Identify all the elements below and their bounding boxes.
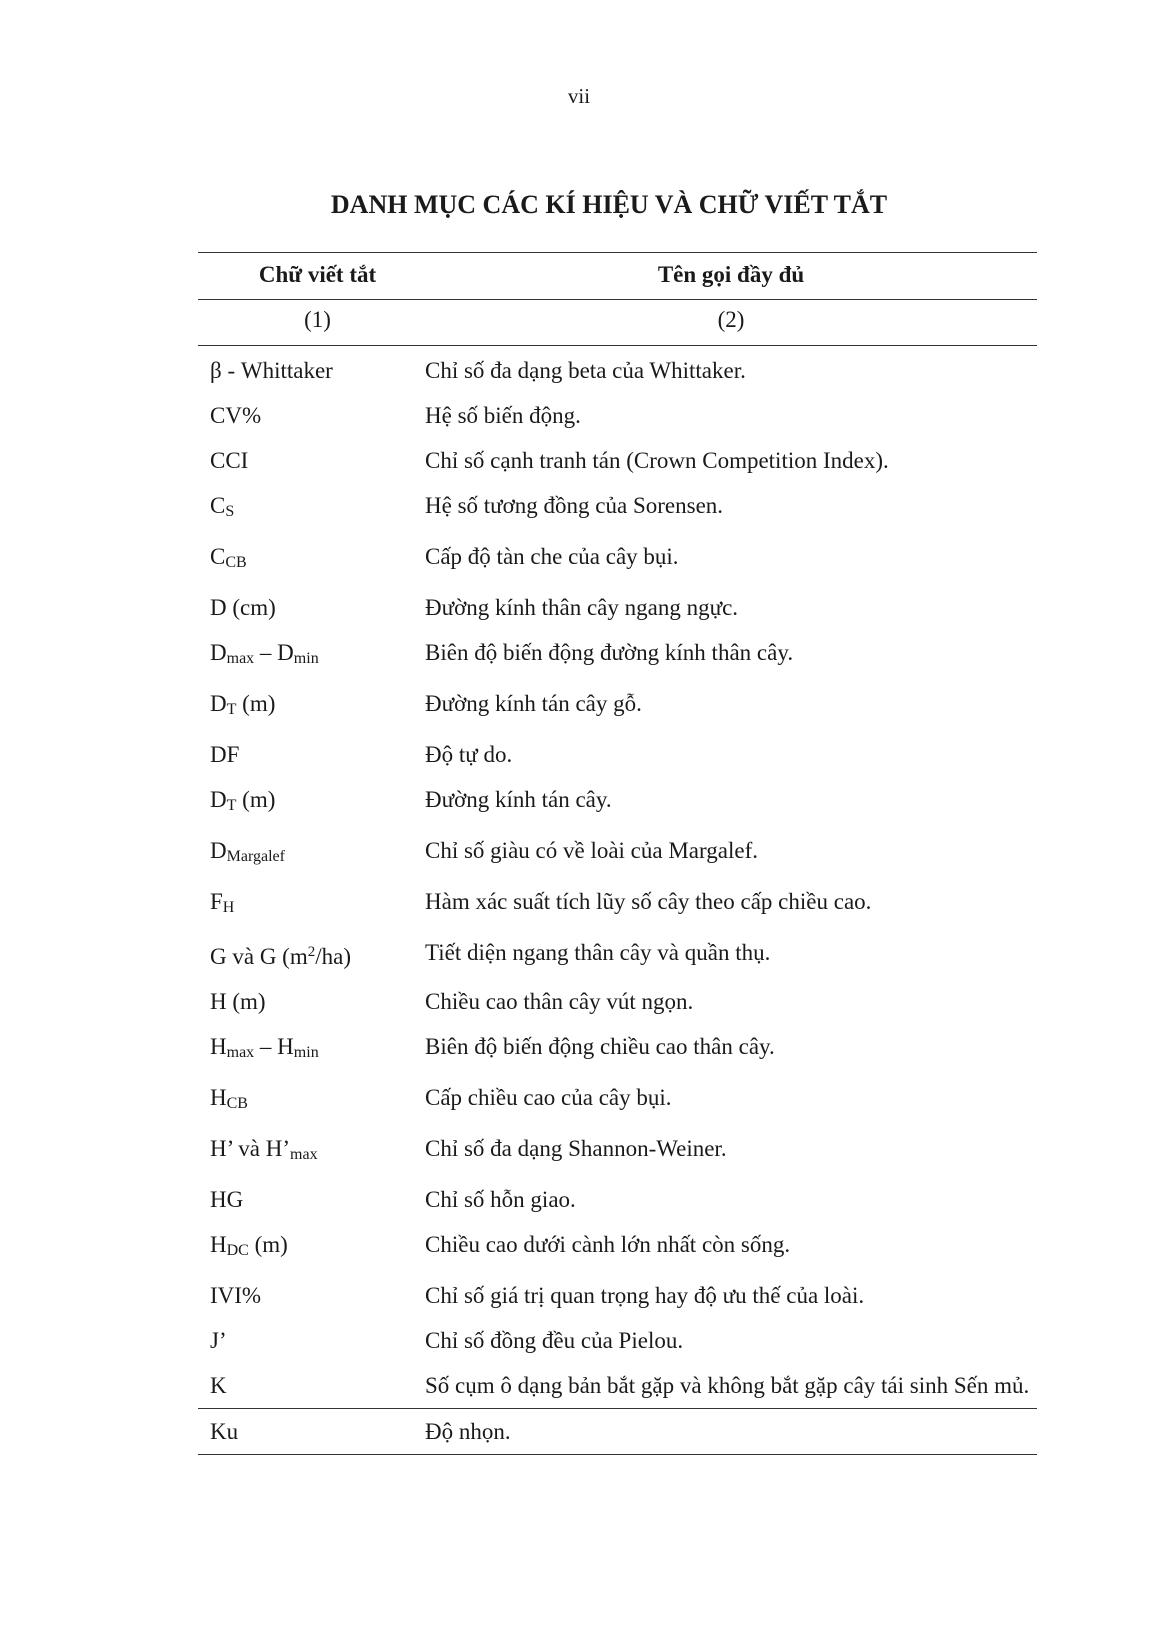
- table-row: [198, 1409, 1037, 1455]
- abbreviation-subscript: H: [222, 899, 235, 916]
- abbreviation-cell: DF: [210, 742, 240, 767]
- full-name-cell: Biên độ biến động chiều cao thân cây.: [425, 1034, 775, 1059]
- table-row: [198, 1363, 1037, 1409]
- full-name-cell: Đường kính thân cây ngang ngực.: [425, 595, 739, 620]
- abbreviation-cell: [198, 630, 425, 681]
- full-name-cell: Chỉ số giá trị quan trọng hay độ ưu thế của loài.: [425, 1283, 865, 1308]
- abbreviation-subscript: max: [290, 1146, 318, 1163]
- abbreviation-subscript: max: [226, 650, 255, 667]
- table-row: [198, 1075, 1037, 1126]
- abbreviation-base: F: [210, 889, 223, 914]
- table-row: [198, 393, 1037, 438]
- abbreviation-cell: [198, 1222, 425, 1273]
- abbreviation-subscript: CB: [225, 554, 247, 571]
- column-number-row: [198, 300, 1037, 346]
- full-name-cell: Hàm xác suất tích lũy số cây theo cấp chiều cao.: [425, 889, 872, 914]
- header-abbreviation: Chữ viết tắt: [258, 262, 377, 287]
- full-name-cell: Hệ số tương đồng của Sorensen.: [425, 493, 724, 518]
- abbreviation-base: D: [210, 787, 227, 812]
- table-row: [198, 732, 1037, 777]
- abbreviation-base: D: [210, 640, 227, 665]
- full-name-cell: Chỉ số đa dạng Shannon-Weiner.: [425, 1136, 727, 1161]
- table-row: [198, 1318, 1037, 1363]
- abbreviation-cell: [198, 483, 425, 534]
- table-row: [198, 777, 1037, 828]
- abbreviation-table: [198, 252, 1037, 1455]
- full-name-cell: Cấp chiều cao của cây bụi.: [425, 1085, 672, 1110]
- header-full-name: Tên gọi đầy đủ: [657, 262, 805, 287]
- abbreviation-superscript: 2: [307, 944, 316, 960]
- abbreviation-subscript: max: [226, 1044, 255, 1061]
- full-name-cell: Đường kính tán cây.: [425, 787, 612, 812]
- abbreviation-base: D: [210, 691, 227, 716]
- abbreviation-base: D: [210, 838, 227, 863]
- abbreviation-cell: [198, 930, 425, 979]
- abbreviation-cell: IVI%: [210, 1283, 262, 1308]
- full-name-cell: Số cụm ô dạng bản bắt gặp và không bắt gặp cây tái sinh Sến mủ.: [425, 1373, 1030, 1398]
- abbreviation-cell: [198, 534, 425, 585]
- abbreviation-base: C: [210, 544, 226, 569]
- full-name-cell: Hệ số biến động.: [425, 403, 581, 428]
- table-row: [198, 1024, 1037, 1075]
- page-title: DANH MỤC CÁC KÍ HIỆU VÀ CHỮ VIẾT TẮT: [330, 190, 888, 219]
- abbreviation-middle: – H: [254, 1034, 294, 1059]
- full-name-cell: Đường kính tán cây gỗ.: [425, 691, 642, 716]
- abbreviation-cell: [198, 1024, 425, 1075]
- column-number-1: (1): [304, 307, 331, 332]
- table-row: [198, 438, 1037, 483]
- abbreviation-tail: (m): [248, 1232, 288, 1257]
- abbreviation-subscript: Margalef: [226, 848, 285, 865]
- abbreviation-cell: [198, 828, 425, 879]
- table-row: [198, 1273, 1037, 1318]
- abbreviation-cell: [198, 1075, 425, 1126]
- abbreviation-cell: CCI: [210, 448, 249, 473]
- full-name-cell: Chỉ số đa dạng beta của Whittaker.: [425, 358, 746, 383]
- table-row: [198, 1177, 1037, 1222]
- abbreviation-subscript: S: [225, 503, 235, 520]
- table-row: [198, 630, 1037, 681]
- column-number-2: (2): [717, 307, 745, 332]
- abbreviation-cell: K: [210, 1373, 227, 1398]
- abbreviation-tail: (m): [236, 787, 276, 812]
- table-row: [198, 346, 1037, 394]
- table-row: [198, 534, 1037, 585]
- full-name-cell: Độ nhọn.: [425, 1419, 511, 1444]
- abbreviation-base: H: [210, 1034, 227, 1059]
- abbreviation-cell: CV%: [210, 403, 262, 428]
- abbreviation-subscript: min: [293, 1044, 319, 1061]
- abbreviation-cell: β - Whittaker: [210, 358, 333, 383]
- abbreviation-cell: J’: [210, 1328, 227, 1353]
- abbreviation-base: H: [210, 1085, 227, 1110]
- abbreviation-middle: – D: [254, 640, 294, 665]
- abbreviation-subscript: min: [293, 650, 319, 667]
- abbreviation-cell: D (cm): [210, 595, 276, 620]
- table-header-row: [198, 253, 1037, 300]
- abbreviation-cell: [198, 1126, 425, 1177]
- abbreviation-cell: [198, 879, 425, 930]
- abbreviation-subscript: CB: [226, 1095, 248, 1112]
- abbreviation-base: H: [210, 1232, 227, 1257]
- abbreviation-cell: Ku: [210, 1419, 239, 1444]
- table-row: [198, 585, 1037, 630]
- table-row: [198, 483, 1037, 534]
- abbreviation-cell: [198, 681, 425, 732]
- table-row: [198, 979, 1037, 1024]
- abbreviation-cell: H (m): [210, 989, 266, 1014]
- full-name-cell: Chỉ số đồng đều của Pielou.: [425, 1328, 684, 1353]
- table-body: [198, 346, 1037, 1455]
- table-row: [198, 1126, 1037, 1177]
- abbreviation-subscript: DC: [226, 1242, 249, 1259]
- abbreviation-cell: HG: [210, 1187, 244, 1212]
- full-name-cell: Chiều cao thân cây vút ngọn.: [425, 989, 694, 1014]
- abbreviation-subscript: T: [226, 701, 237, 718]
- table-row: [198, 828, 1037, 879]
- table-row: [198, 930, 1037, 979]
- abbreviation-subscript: T: [226, 797, 237, 814]
- table-row: [198, 1222, 1037, 1273]
- table-row: [198, 681, 1037, 732]
- abbreviation-base: G và G (m: [210, 944, 308, 969]
- full-name-cell: Chỉ số hỗn giao.: [425, 1187, 576, 1212]
- table-row: [198, 879, 1037, 930]
- full-name-cell: Cấp độ tàn che của cây bụi.: [425, 544, 679, 569]
- page-number: vii: [567, 84, 591, 108]
- abbreviation-tail: /ha): [315, 944, 351, 969]
- full-name-cell: Chỉ số cạnh tranh tán (Crown Competition Index).: [425, 448, 889, 473]
- abbreviation-cell: [198, 777, 425, 828]
- full-name-cell: Độ tự do.: [425, 742, 513, 767]
- abbreviation-base: H’ và H’: [210, 1136, 291, 1161]
- full-name-cell: Tiết diện ngang thân cây và quần thụ.: [425, 940, 771, 965]
- full-name-cell: Biên độ biến động đường kính thân cây.: [425, 640, 794, 665]
- abbreviation-base: C: [210, 493, 226, 518]
- abbreviation-tail: (m): [236, 691, 276, 716]
- full-name-cell: Chỉ số giàu có về loài của Margalef.: [425, 838, 758, 863]
- full-name-cell: Chiều cao dưới cành lớn nhất còn sống.: [425, 1232, 791, 1257]
